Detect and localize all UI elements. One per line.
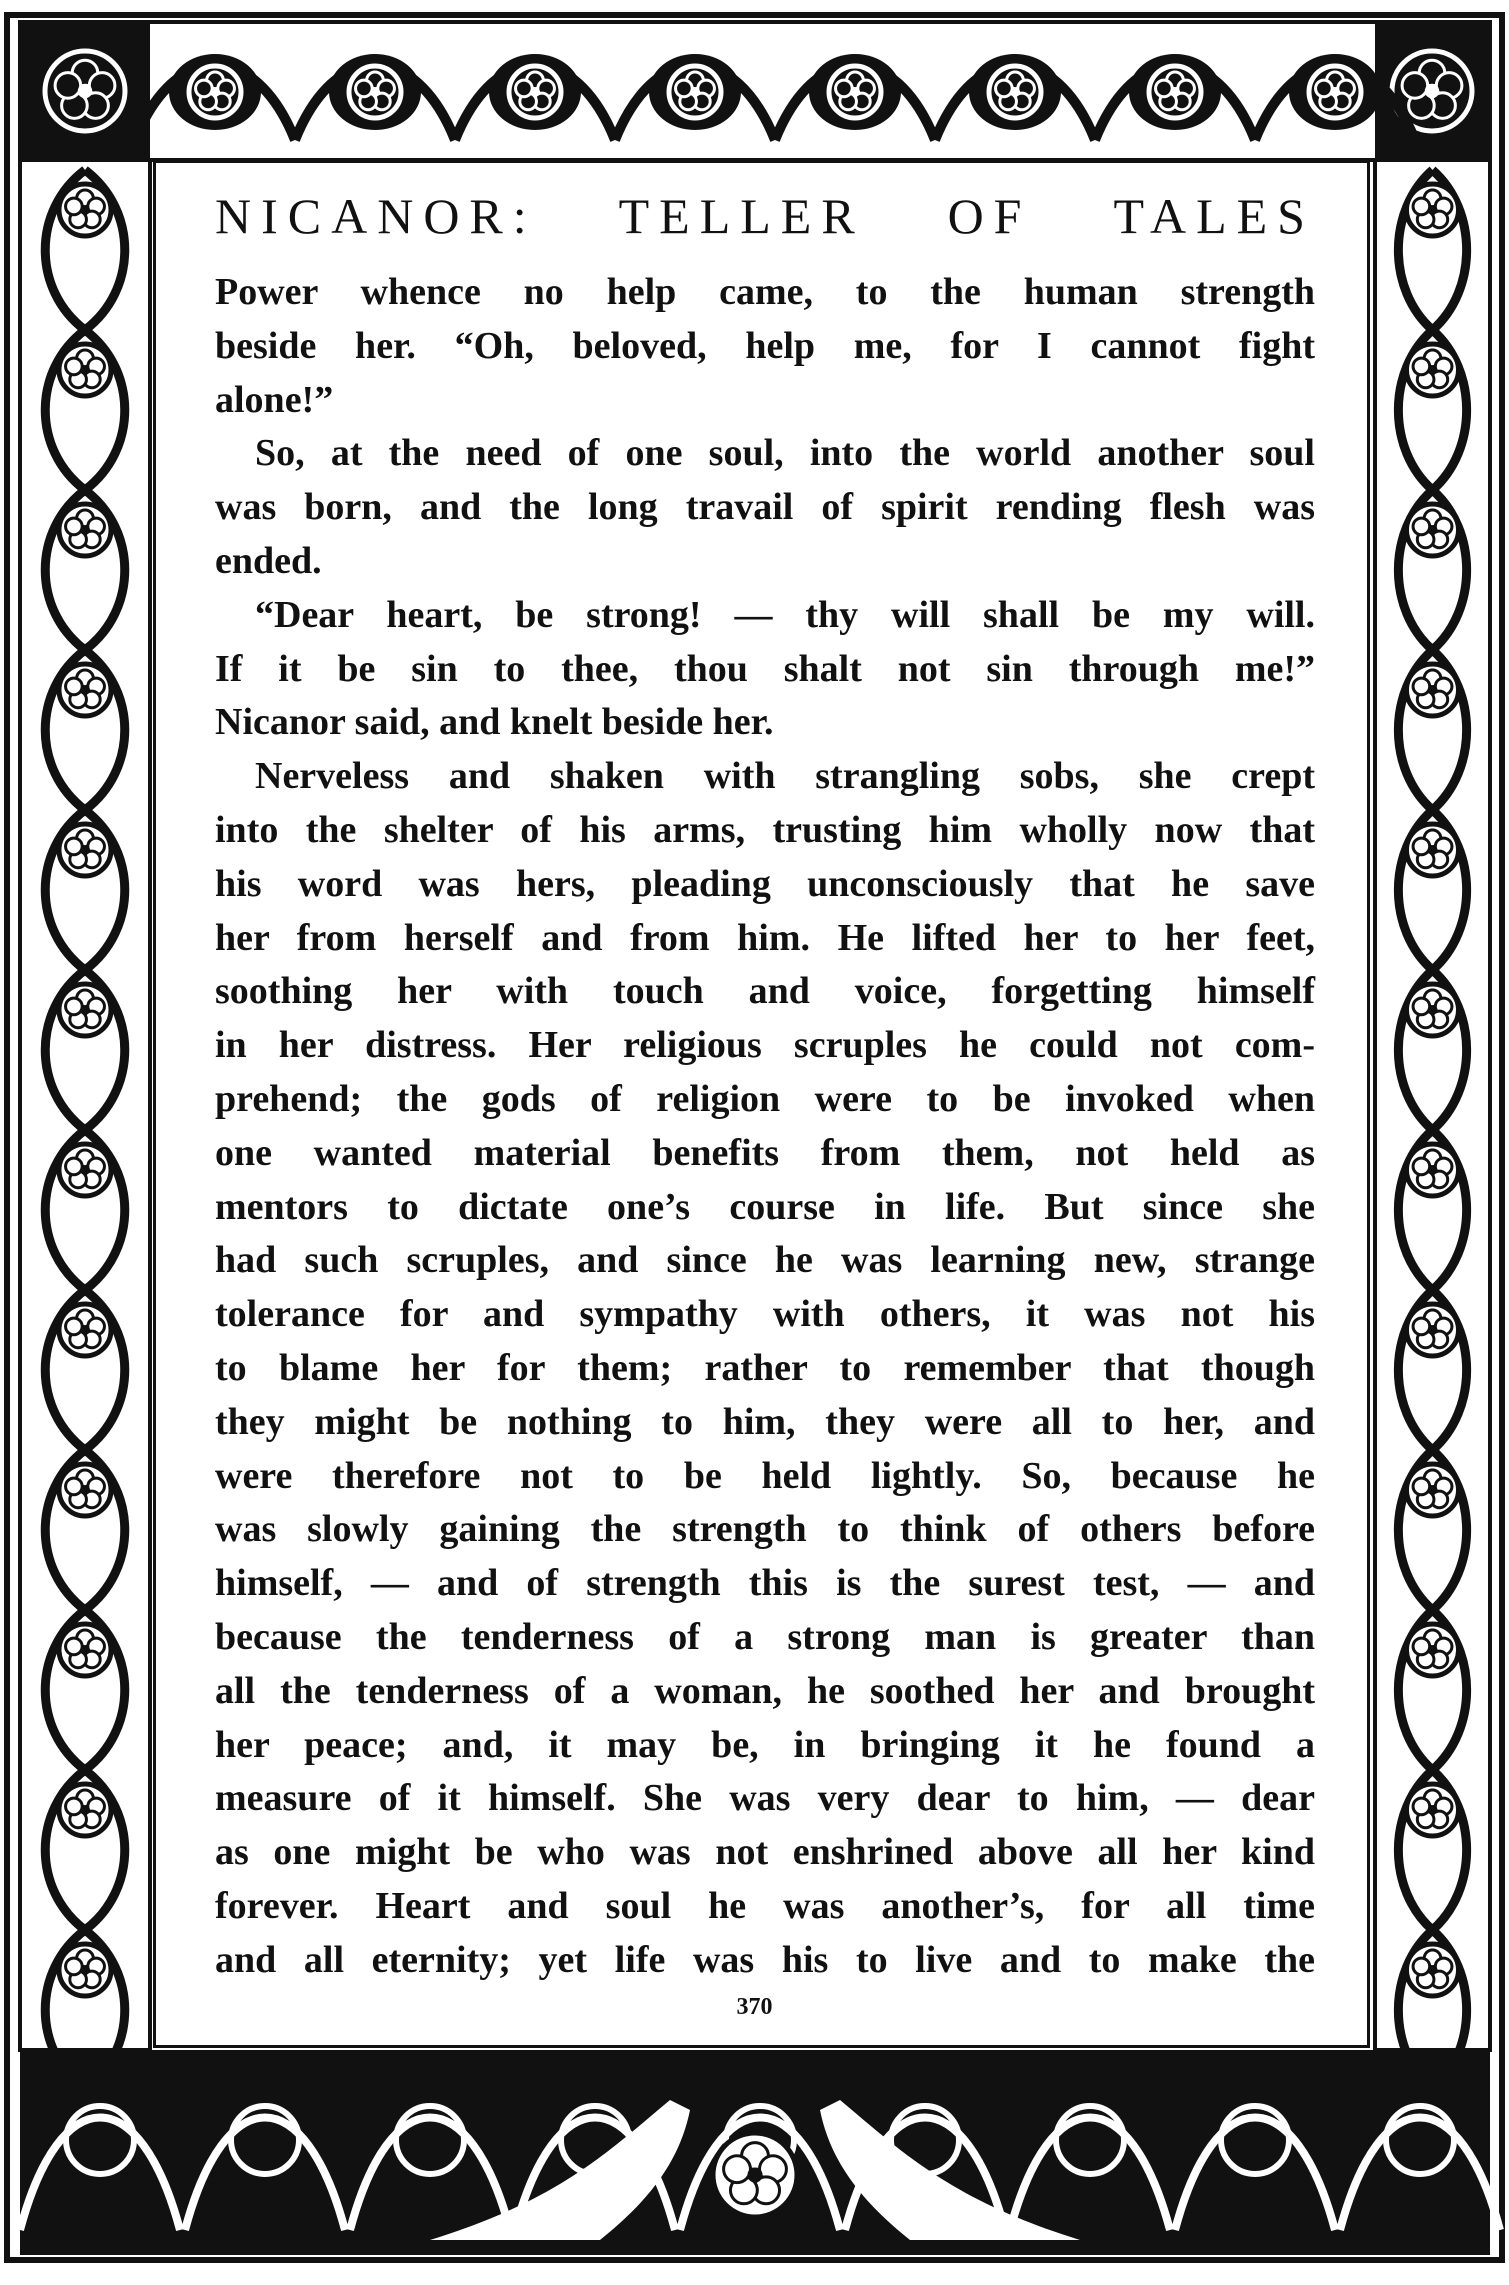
text-line: in her distress. Her religious scruples he could not com- xyxy=(215,1024,1315,1067)
petal-icon xyxy=(66,838,83,855)
text-line: was slowly gaining the strength to think of others before xyxy=(215,1508,1315,1551)
text-line: Power whence no help came, to the human strength xyxy=(215,271,1315,313)
petal-icon xyxy=(66,678,83,695)
page-number: 370 xyxy=(736,1994,773,2020)
petal-icon xyxy=(66,1958,83,1975)
petal-icon xyxy=(1316,80,1333,97)
body-text xyxy=(215,266,1315,1988)
text-line: one wanted material benefits from them, not held as xyxy=(215,1131,1315,1174)
rosette-center xyxy=(1425,84,1439,98)
petal-icon xyxy=(1413,678,1430,695)
rosette-center xyxy=(1428,365,1437,374)
rosette-center xyxy=(80,1805,89,1814)
rosette-center xyxy=(80,1325,89,1334)
rosette-center xyxy=(80,365,89,374)
rosette-center xyxy=(80,845,89,854)
petal-icon xyxy=(836,80,853,97)
rosette-center xyxy=(80,525,89,534)
text-line: his word was hers, pleading unconsciously that he save xyxy=(215,862,1315,905)
rosette-center xyxy=(1010,87,1019,96)
petal-icon xyxy=(66,358,83,375)
petal-icon xyxy=(1413,1158,1430,1175)
petal-icon xyxy=(55,73,81,99)
petal-icon xyxy=(356,80,373,97)
petal-icon xyxy=(1413,998,1430,1015)
petal-icon xyxy=(996,80,1013,97)
petal-icon xyxy=(66,1318,83,1335)
text-line: “Dear heart, be strong! — thy will shall be my will. xyxy=(255,593,1315,636)
text-line: as one might be who was not enshrined above all her kind xyxy=(215,1831,1315,1874)
rosette-center xyxy=(690,87,699,96)
text-line: ended. xyxy=(215,539,322,582)
rosette-center xyxy=(80,1645,89,1654)
rosette-center xyxy=(1428,1005,1437,1014)
petal-icon xyxy=(516,80,533,97)
text-line: prehend; the gods of religion were to be invoked when xyxy=(215,1077,1315,1120)
text-line: into the shelter of his arms, trusting him wholly now that xyxy=(215,808,1315,851)
text-line: they might be nothing to him, they were all to her, and xyxy=(215,1400,1315,1443)
petal-icon xyxy=(66,1478,83,1495)
text-line: to blame her for them; rather to remember that though xyxy=(215,1346,1315,1389)
text-line: had such scruples, and since he was learning new, strange xyxy=(215,1239,1315,1282)
petal-icon xyxy=(1413,1958,1430,1975)
petal-icon xyxy=(1413,518,1430,535)
text-line: her from herself and from him. He lifted her to her feet, xyxy=(215,916,1315,959)
petal-icon xyxy=(66,1638,83,1655)
rosette-center xyxy=(747,2167,762,2182)
petal-icon xyxy=(1413,198,1430,215)
rosette-center xyxy=(1428,1805,1437,1814)
petal-icon xyxy=(1413,1318,1430,1335)
rosette-center xyxy=(78,84,92,98)
text-line: was born, and the long travail of spirit rending flesh was xyxy=(215,486,1315,529)
petal-icon xyxy=(676,80,693,97)
petal-icon xyxy=(1413,838,1430,855)
petal-icon xyxy=(66,198,83,215)
rosette-center xyxy=(80,205,89,214)
petal-icon xyxy=(1156,80,1173,97)
text-line: Nicanor said, and knelt beside her. xyxy=(215,701,774,744)
petal-icon xyxy=(1413,1798,1430,1815)
text-line: mentors to dictate one’s course in life. But since she xyxy=(215,1185,1315,1228)
rosette-center xyxy=(1428,1965,1437,1974)
rosette-center xyxy=(80,1485,89,1494)
rosette-center xyxy=(80,1165,89,1174)
text-line: her peace; and, it may be, in bringing it he found a xyxy=(215,1723,1315,1766)
petal-icon xyxy=(1413,1638,1430,1655)
text-line: because the tenderness of a strong man is greater than xyxy=(215,1615,1315,1658)
petal-icon xyxy=(66,1798,83,1815)
rosette-center xyxy=(850,87,859,96)
rosette-center xyxy=(1428,1325,1437,1334)
petal-icon xyxy=(196,80,213,97)
rosette-center xyxy=(1428,1645,1437,1654)
rosette-center xyxy=(210,87,219,96)
rosette-center xyxy=(530,87,539,96)
text-line: So, at the need of one soul, into the world another soul xyxy=(255,432,1315,475)
rosette-center xyxy=(1428,1165,1437,1174)
petal-icon xyxy=(724,2156,751,2183)
rosette-center xyxy=(370,87,379,96)
rosette-center xyxy=(80,1005,89,1014)
rosette-center xyxy=(80,1965,89,1974)
rosette-center xyxy=(1170,87,1179,96)
rosette-center xyxy=(1428,525,1437,534)
text-line: beside her. “Oh, beloved, help me, for I cannot fight xyxy=(215,324,1315,367)
petal-icon xyxy=(1413,358,1430,375)
petal-icon xyxy=(66,998,83,1015)
rosette-center xyxy=(1428,845,1437,854)
petal-icon xyxy=(66,1158,83,1175)
petal-icon xyxy=(66,518,83,535)
text-line: were therefore not to be held lightly. So, because he xyxy=(215,1454,1315,1497)
rosette-center xyxy=(1428,205,1437,214)
rosette-center xyxy=(1428,685,1437,694)
petal-icon xyxy=(1402,73,1428,99)
text-line: and all eternity; yet life was his to live and to make the xyxy=(215,1938,1315,1981)
text-line: tolerance for and sympathy with others, it was not his xyxy=(215,1293,1315,1336)
text-line: himself, — and of strength this is the surest test, — and xyxy=(215,1562,1315,1605)
rosette-center xyxy=(1428,1485,1437,1494)
text-line: all the tenderness of a woman, he soothed her and brought xyxy=(215,1669,1315,1712)
rosette-center xyxy=(80,685,89,694)
text-line: alone!” xyxy=(215,378,334,421)
text-line: measure of it himself. She was very dear to him, — dear xyxy=(215,1777,1315,1820)
petal-icon xyxy=(1413,1478,1430,1495)
rosette-center xyxy=(1330,87,1339,96)
text-line: soothing her with touch and voice, forgetting himself xyxy=(215,970,1315,1013)
text-line: If it be sin to thee, thou shalt not sin through me!” xyxy=(215,647,1315,690)
text-line: Nerveless and shaken with strangling sobs, she crept xyxy=(255,755,1315,798)
page-title: NICANOR: TELLER OF TALES xyxy=(215,188,1315,244)
text-line: forever. Heart and soul he was another’s, for all time xyxy=(215,1884,1315,1927)
